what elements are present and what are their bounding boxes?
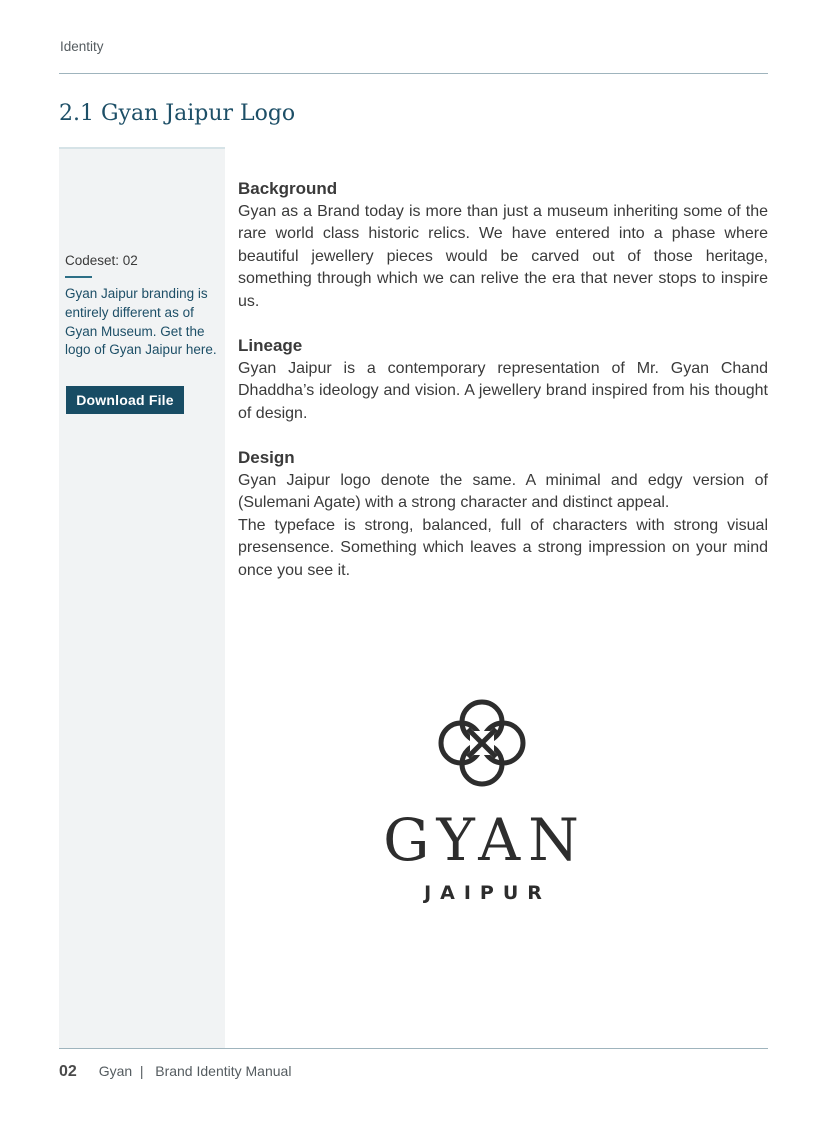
section-background bbox=[238, 178, 768, 313]
section-heading: Design bbox=[238, 448, 295, 467]
codeset-underline bbox=[65, 276, 92, 278]
page-title: 2.1 Gyan Jaipur Logo bbox=[59, 101, 296, 126]
section-paragraph: Gyan Jaipur logo denote the same. A minimal and edgy version of (Sulemani Agate) with a strong character and distinct appeal. bbox=[238, 471, 768, 511]
section-lineage bbox=[238, 335, 768, 425]
section-heading: Background bbox=[238, 179, 338, 198]
header-divider bbox=[59, 73, 768, 74]
section-heading: Lineage bbox=[238, 336, 303, 355]
header-section-label: Identity bbox=[60, 39, 104, 54]
footer-title: Gyan | Brand Identity Manual bbox=[98, 1063, 292, 1079]
footer-divider bbox=[59, 1048, 768, 1049]
main-content bbox=[238, 178, 768, 604]
codeset-label: Codeset: 02 bbox=[65, 253, 138, 268]
logo-wordmark: GYAN bbox=[383, 806, 587, 874]
page-number: 02 bbox=[59, 1063, 77, 1080]
section-paragraph: Gyan as a Brand today is more than just a museum inheriting some of the rare world class historic relics. We have entered into a phase where beautiful jewellery pieces would be carved out of those heritage, something through which we can relive the era that never stops to inspire us. bbox=[238, 202, 768, 310]
section-design bbox=[238, 447, 768, 582]
download-file-button[interactable]: Download File bbox=[66, 386, 184, 414]
gyan-jaipur-logo bbox=[360, 695, 606, 915]
logo-subtitle: JAIPUR bbox=[424, 882, 551, 904]
quatrefoil-icon bbox=[437, 698, 527, 788]
section-paragraph: Gyan Jaipur is a contemporary representation of Mr. Gyan Chand Dhaddha’s ideology and vision. A jewellery brand inspired from his thought of design. bbox=[238, 359, 768, 422]
section-paragraph: The typeface is strong, balanced, full of characters with strong visual presensence. Something which leaves a strong impression on your mind once you see it. bbox=[238, 516, 768, 579]
footer bbox=[59, 1063, 291, 1081]
sidebar bbox=[59, 147, 225, 1049]
sidebar-description: Gyan Jaipur branding is entirely different as of Gyan Museum. Get the logo of Gyan Jaipur here. bbox=[65, 286, 217, 358]
